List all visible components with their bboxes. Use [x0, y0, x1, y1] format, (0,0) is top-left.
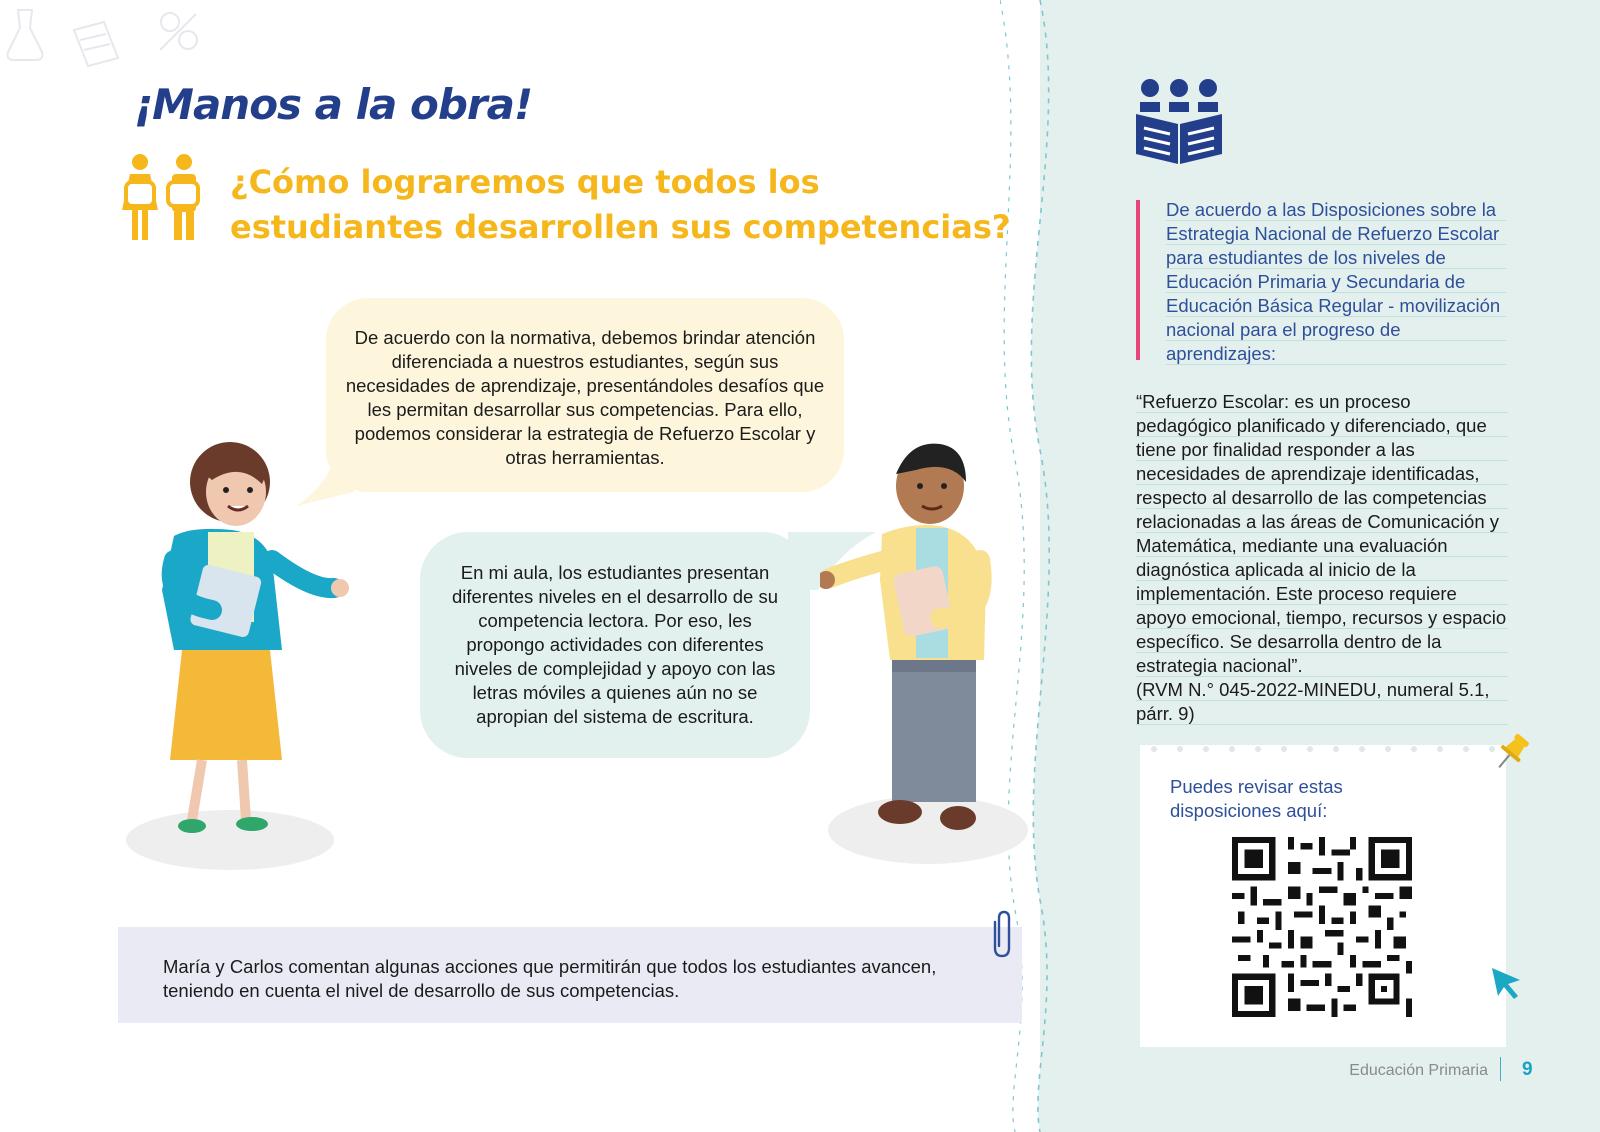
- teacher-maria-illustration: [122, 440, 352, 870]
- speech-bubble-maria: De acuerdo con la normativa, debemos brindar atención diferenciada a nuestros estudiantes, según sus necesidades de aprendizaje, presentándoles desafíos que les permitan desarrollar sus competencias. Para ello, podemos considerar la estrategia de Refuerzo Escolar y otras herramientas.: [326, 298, 844, 492]
- paperclip-icon: [985, 908, 1017, 960]
- cursor-arrow-icon: [1490, 966, 1524, 1000]
- note-box: María y Carlos comentan algunas acciones que permitirán que todos los estudiantes avancen, teniendo en cuenta el nivel de desarrollo de sus competencias.: [118, 927, 1022, 1023]
- page-number: 9: [1522, 1059, 1533, 1080]
- qr-caption: Puedes revisar estas disposiciones aquí:: [1170, 776, 1343, 821]
- students-icon: [118, 152, 206, 242]
- speech-bubble-carlos: En mi aula, los estudiantes presentan diferentes niveles en el desarrollo de su competencia lectora. Por eso, les propongo actividades con diferentes niveles de complejidad y apoyo con las letras móviles a quienes aún no se apropian del sistema de escritura.: [420, 532, 810, 758]
- qr-card: [1140, 745, 1506, 1047]
- page-title: ¡Manos a la obra!: [134, 80, 533, 129]
- notebook-holes: [1140, 745, 1506, 757]
- reference-intro-block: [1136, 198, 1506, 366]
- quote-citation: (RVM N.° 045-2022-MINEDU, numeral 5.1, párr. 9): [1136, 679, 1490, 724]
- footer-label: Educación Primaria: [1349, 1062, 1488, 1079]
- reading-group-icon: [1136, 78, 1222, 166]
- footer-separator: [1500, 1057, 1501, 1081]
- accent-bar: [1136, 200, 1140, 360]
- teacher-carlos-illustration: [820, 430, 1030, 870]
- doodle-icons: [0, 0, 230, 90]
- section-heading: ¿Cómo lograremos que todos los estudiantes desarrollen sus competencias?: [230, 163, 1011, 246]
- reference-quote: [1136, 390, 1508, 726]
- qr-code[interactable]: [1232, 837, 1412, 1017]
- pushpin-icon: [1490, 730, 1534, 774]
- reference-intro: De acuerdo a las Disposiciones sobre la Estrategia Nacional de Refuerzo Escolar para estudiantes de los niveles de Educación Primaria y Secundaria de Educación Básica Regular - movilización nacional para el progreso de aprendizajes:: [1166, 198, 1506, 366]
- quote-body: “Refuerzo Escolar: es un proceso pedagógico planificado y diferenciado, que tiene por finalidad responder a las necesidades de aprendizaje identificadas, respecto al desarrollo de las competencias relacionadas a las áreas de Comunicación y Matemática, mediante una evaluación diagnóstica aplicada al inicio de la implementación. Este proceso requiere apoyo emocional, tiempo, recursos y espacio específico. Se desarrolla dentro de la estrategia nacional”.: [1136, 391, 1507, 676]
